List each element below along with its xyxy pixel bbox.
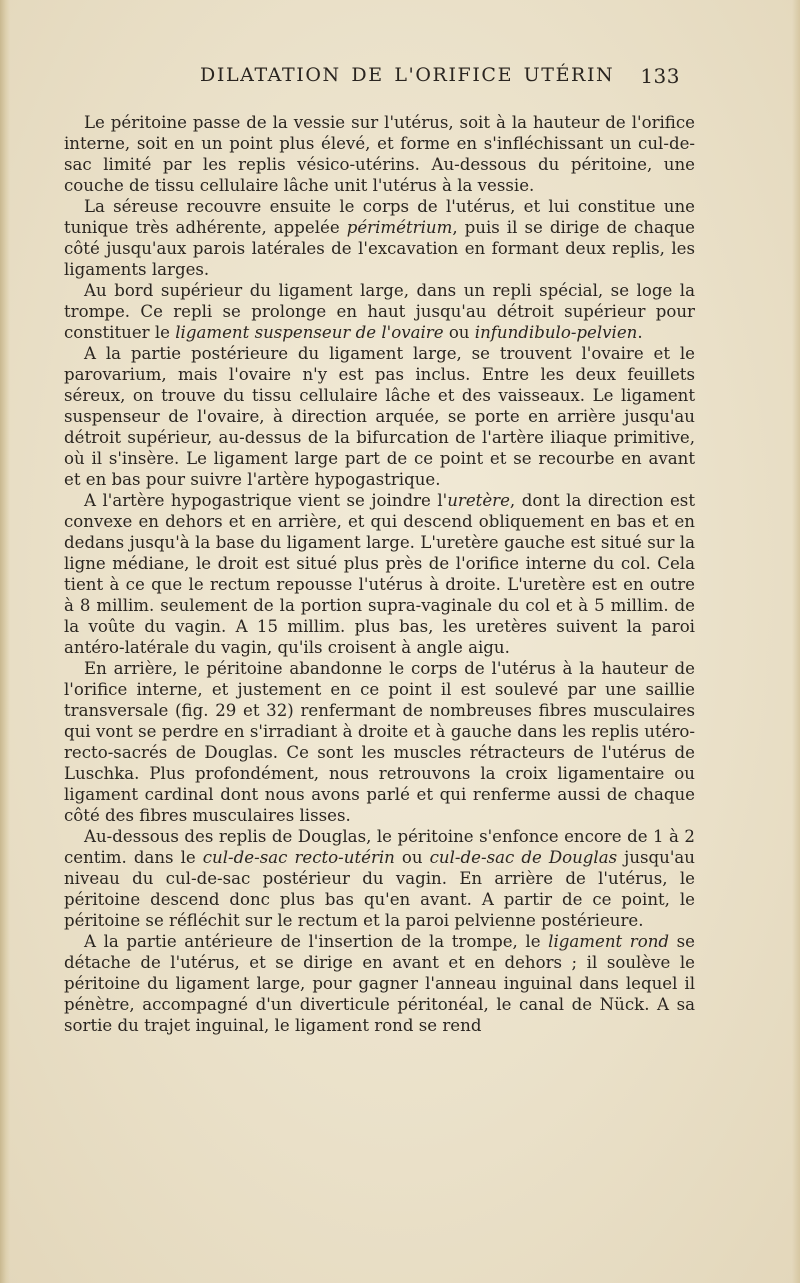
- paragraph-text: ou: [443, 323, 475, 342]
- paragraph: [64, 826, 695, 931]
- page-right-edge: [792, 0, 800, 1283]
- italic-term: uretère: [447, 491, 510, 510]
- paragraph-text: Au-dessous des replis de Douglas, le péritoine s'enfonce encore de 1 à 2 centim. dans le: [64, 827, 695, 867]
- paragraph: [64, 490, 695, 658]
- paragraph-text: Le péritoine passe de la vessie sur l'utérus, soit à la hauteur de l'orifice interne, soit en un point plus élevé, et forme en s'infléchissant un cul-de-sac limité par les replis vésico-utérins. Au-dessous du péritoine, une couche de tissu cellulaire lâche unit l'utérus à la vessie.: [64, 113, 695, 195]
- paragraph: [64, 196, 695, 280]
- paragraph-text: se détache de l'utérus, et se dirige en avant et en dehors ; il soulève le péritoine du ligament large, pour gagner l'anneau inguinal dans lequel il pénètre, accompagné d'un diverticule péritonéal, le canal de Nück. A sa sortie du trajet inguinal, le ligament rond se rend: [64, 932, 695, 1035]
- page-number: 133: [640, 64, 680, 88]
- paragraph-text: A l'artère hypogastrique vient se joindre l': [84, 491, 448, 510]
- italic-term: cul-de-sac de Douglas: [429, 848, 618, 867]
- italic-term: ligament rond: [548, 932, 670, 951]
- paragraph-text: .: [637, 323, 643, 342]
- paragraph-text: En arrière, le péritoine abandonne le corps de l'utérus à la hauteur de l'orifice interne, et justement en ce point il est soulevé par une saillie transversale (fig. 29 et 32) renfermant de nombreuses fibres musculaires qui vont se perdre en s'irradiant à droite et à gauche dans les replis utéro-recto-sacrés de Douglas. Ce sont les muscles rétracteurs de l'utérus de Luschka. Plus profondément, nous retrouvons la croix ligamentaire ou ligament cardinal dont nous avons parlé et qui renferme aussi de chaque côté des fibres musculaires lisses.: [64, 659, 695, 825]
- paragraph-text: , dont la direction est convexe en dehors et en arrière, et qui descend obliquement en bas et en dedans jusqu'à la base du ligament large. L'uretère gauche est situé sur la ligne médiane, le droit est situé plus près de l'orifice interne du col. Cela tient à ce que le rectum repousse l'utérus à droite. L'uretère est en outre à 8 millim. seulement de la portion supra-vaginale du col et à 5 millim. de la voûte du vagin. A 15 millim. plus bas, les uretères suivent la paroi antéro-latérale du vagin, qu'ils croisent à angle aigu.: [64, 491, 695, 657]
- page-binding-edge: [0, 0, 10, 1283]
- body-text: [64, 112, 695, 1242]
- paragraph: [64, 658, 695, 826]
- paragraph-text: ou: [394, 848, 430, 867]
- paragraph-text: jusqu'au niveau du cul-de-sac postérieur du vagin. En arrière de l'utérus, le péritoine descend donc plus bas qu'en avant. A partir de ce point, le péritoine se réfléchit sur le rectum et la paroi pelvienne postérieure.: [64, 848, 695, 930]
- italic-term: ligament suspenseur de l'ovaire: [175, 323, 444, 342]
- paragraph: [64, 112, 695, 196]
- italic-term: infundibulo-pelvien: [474, 323, 638, 342]
- paragraph-text: , puis il se dirige de chaque côté jusqu'aux parois latérales de l'excavation en formant deux replis, les ligaments larges.: [64, 218, 695, 279]
- paragraph-text: Au bord supérieur du ligament large, dans un repli spécial, se loge la trompe. Ce repli se prolonge en haut jusqu'au détroit supérieur pour constituer le: [64, 281, 695, 342]
- italic-term: cul-de-sac recto-utérin: [202, 848, 395, 867]
- paragraph: [64, 931, 695, 1036]
- paragraph: [64, 343, 695, 490]
- page-header: [200, 64, 680, 94]
- paragraph-text: La séreuse recouvre ensuite le corps de l'utérus, et lui constitue une tunique très adhérente, appelée: [64, 197, 695, 237]
- italic-term: périmétrium: [346, 218, 453, 237]
- paragraph-text: A la partie antérieure de l'insertion de la trompe, le: [84, 932, 549, 951]
- running-title: DILATATION DE L'ORIFICE UTÉRIN: [200, 64, 615, 86]
- paragraph-text: A la partie postérieure du ligament large, se trouvent l'ovaire et le parovarium, mais l'ovaire n'y est pas inclus. Entre les deux feuillets séreux, on trouve du tissu cellulaire lâche et des vaisseaux. Le ligament suspenseur de l'ovaire, à direction arquée, se porte en arrière jusqu'au détroit supérieur, au-dessus de la bifurcation de l'artère iliaque primitive, où il s'insère. Le ligament large part de ce point et se recourbe en avant et en bas pour suivre l'artère hypogastrique.: [64, 344, 695, 489]
- paragraph: [64, 280, 695, 343]
